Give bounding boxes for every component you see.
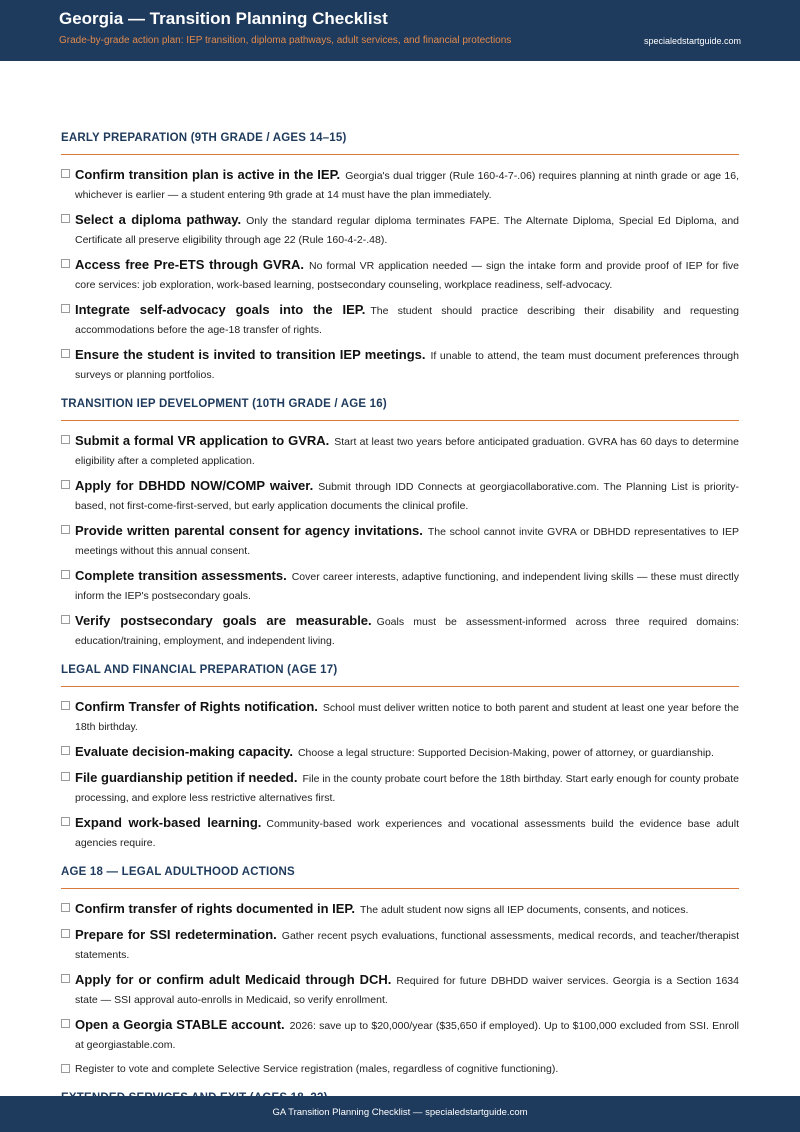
checklist-item: [61, 521, 739, 561]
checklist-item: [61, 165, 739, 205]
item-description: No formal VR application needed — sign the intake form and provide proof of IEP for five core services: job exploration, work-based learning, postsecondary counseling, workplace readiness, self-advocacy.: [75, 260, 739, 291]
checkbox[interactable]: [61, 1064, 70, 1073]
checklist-item: [61, 431, 739, 471]
item-description: Georgia's dual trigger (Rule 160-4-7-.06) requires planning at ninth grade or age 16, whichever is earlier — a student entering 9th grade at 14 must have the plan immediately.: [75, 170, 739, 201]
checkbox[interactable]: [61, 304, 70, 313]
page-title: Georgia — Transition Planning Checklist: [59, 9, 388, 28]
item-text: [75, 970, 739, 1010]
item-heading: Confirm transfer of rights documented in IEP.: [75, 901, 356, 916]
page-footer: [0, 1096, 800, 1132]
item-heading: Select a diploma pathway.: [75, 212, 242, 227]
item-heading: Ensure the student is invited to transition IEP meetings.: [75, 347, 426, 362]
item-description: Community-based work experiences and vocational assessments build the evidence base adult agencies require.: [75, 818, 739, 849]
item-heading: Provide written parental consent for agency invitations.: [75, 523, 423, 538]
checkbox[interactable]: [61, 817, 70, 826]
checkbox[interactable]: [61, 525, 70, 534]
item-text: [75, 210, 739, 250]
section-title: EARLY PREPARATION (9TH GRADE / AGES 14–15): [61, 132, 739, 155]
item-description: Choose a legal structure: Supported Decision-Making, power of attorney, or guardianship.: [297, 747, 714, 759]
item-text: [75, 521, 739, 561]
item-description: The school cannot invite GVRA or DBHDD representatives to IEP meetings without this annual consent.: [75, 526, 739, 557]
item-heading: Apply for or confirm adult Medicaid through DCH.: [75, 972, 392, 987]
checkbox[interactable]: [61, 169, 70, 178]
item-heading: Submit a formal VR application to GVRA.: [75, 433, 330, 448]
item-heading: Complete transition assessments.: [75, 568, 287, 583]
page-subtitle: Grade-by-grade action plan: IEP transition, diploma pathways, adult services, and financial protections: [59, 35, 512, 46]
item-description: The student should practice describing their disability and requesting accommodations before the age-18 transfer of rights.: [75, 305, 739, 336]
checklist-item: [61, 1060, 739, 1079]
item-description: Goals must be assessment-informed across three required domains: education/training, employment, and independent living.: [75, 616, 739, 647]
item-heading: Apply for DBHDD NOW/COMP waiver.: [75, 478, 314, 493]
item-text: [75, 345, 739, 385]
checklist-item: [61, 255, 739, 295]
item-description: If unable to attend, the team must document preferences through surveys or planning portfolios.: [75, 350, 739, 381]
item-text: [75, 300, 739, 340]
item-text: [75, 697, 739, 737]
checkbox[interactable]: [61, 435, 70, 444]
item-description: 2026: save up to $20,000/year ($35,650 if employed). Up to $100,000 excluded from SSI. Enroll at georgiastable.com.: [75, 1020, 739, 1051]
item-heading: Open a Georgia STABLE account.: [75, 1017, 285, 1032]
checklist-section: [61, 398, 739, 664]
item-heading: Expand work-based learning.: [75, 815, 262, 830]
checklist-item: [61, 742, 739, 763]
item-text: [75, 431, 739, 471]
checklist-item: [61, 697, 739, 737]
checklist-item: [61, 611, 739, 651]
section-title: TRANSITION IEP DEVELOPMENT (10TH GRADE / AGE 16): [61, 398, 739, 421]
footer-text: GA Transition Planning Checklist — specialedstartguide.com: [272, 1107, 528, 1118]
item-heading: Verify postsecondary goals are measurable.: [75, 613, 372, 628]
checklist-item: [61, 476, 739, 516]
item-description: Only the standard regular diploma terminates FAPE. The Alternate Diploma, Special Ed Diploma, and Certificate all preserve eligibility through age 22 (Rule 160-4-2-.48).: [75, 215, 740, 246]
item-heading: Confirm transition plan is active in the IEP.: [75, 167, 341, 182]
item-text: [75, 1015, 739, 1055]
checkbox[interactable]: [61, 974, 70, 983]
checklist-item: [61, 210, 739, 250]
section-title: AGE 18 — LEGAL ADULTHOOD ACTIONS: [61, 866, 739, 889]
checkbox[interactable]: [61, 1019, 70, 1028]
checklist-item: [61, 345, 739, 385]
item-text: [75, 899, 739, 920]
item-heading: Evaluate decision-making capacity.: [75, 744, 293, 759]
checklist-item: [61, 768, 739, 808]
item-description: Register to vote and complete Selective Service registration (males, regardless of cognitive functioning).: [75, 1063, 559, 1075]
item-text: [75, 742, 739, 763]
item-description: File in the county probate court before the 18th birthday. Start early enough for county probate processing, and explore less restrictive alternatives first.: [75, 773, 740, 804]
checklist-item: [61, 566, 739, 606]
checklist-section: [61, 866, 739, 1092]
item-text: [75, 255, 739, 295]
item-heading: Confirm Transfer of Rights notification.: [75, 699, 318, 714]
checkbox[interactable]: [61, 349, 70, 358]
checkbox[interactable]: [61, 929, 70, 938]
checklist-section: [61, 132, 739, 398]
item-description: Gather recent psych evaluations, functional assessments, medical records, and teacher/therapist statements.: [75, 930, 739, 961]
item-text: [75, 813, 739, 853]
checklist-item: [61, 300, 739, 340]
checklist-item: [61, 899, 739, 920]
item-heading: Integrate self-advocacy goals into the IEP.: [75, 302, 366, 317]
item-description: Submit through IDD Connects at georgiacollaborative.com. The Planning List is priority-based, not first-come-first-served, but early application documents the clinical profile.: [75, 481, 739, 512]
page-header: [0, 0, 800, 61]
item-description: Cover career interests, adaptive functioning, and independent living skills — these must directly inform the IEP's postsecondary goals.: [75, 571, 739, 602]
checkbox[interactable]: [61, 701, 70, 710]
checkbox[interactable]: [61, 570, 70, 579]
checklist-item: [61, 1015, 739, 1055]
checkbox[interactable]: [61, 615, 70, 624]
checkbox[interactable]: [61, 480, 70, 489]
checklist-content: [61, 132, 739, 1124]
item-description: Start at least two years before anticipated graduation. GVRA has 60 days to determine eligibility after a completed application.: [75, 436, 739, 467]
item-text: [75, 611, 739, 651]
checkbox[interactable]: [61, 746, 70, 755]
checklist-item: [61, 813, 739, 853]
item-text: [75, 476, 739, 516]
item-text: [75, 566, 739, 606]
item-heading: File guardianship petition if needed.: [75, 770, 298, 785]
item-heading: Access free Pre-ETS through GVRA.: [75, 257, 305, 272]
checkbox[interactable]: [61, 903, 70, 912]
checklist-section: [61, 664, 739, 866]
item-text: [75, 165, 739, 205]
item-text: [75, 925, 739, 965]
checklist-item: [61, 970, 739, 1010]
item-text: [75, 768, 739, 808]
item-description: School must deliver written notice to both parent and student at least one year before the 18th birthday.: [75, 702, 739, 733]
checkbox[interactable]: [61, 259, 70, 268]
section-title: LEGAL AND FINANCIAL PREPARATION (AGE 17): [61, 664, 739, 687]
item-description: The adult student now signs all IEP documents, consents, and notices.: [360, 904, 689, 916]
checkbox[interactable]: [61, 772, 70, 781]
site-url: specialedstartguide.com: [643, 36, 741, 46]
item-description: Required for future DBHDD waiver services. Georgia is a Section 1634 state — SSI approval auto-enrolls in Medicaid, so verify enrollment.: [75, 975, 739, 1006]
checkbox[interactable]: [61, 214, 70, 223]
item-heading: Prepare for SSI redetermination.: [75, 927, 277, 942]
checklist-item: [61, 925, 739, 965]
item-text: [75, 1060, 739, 1079]
